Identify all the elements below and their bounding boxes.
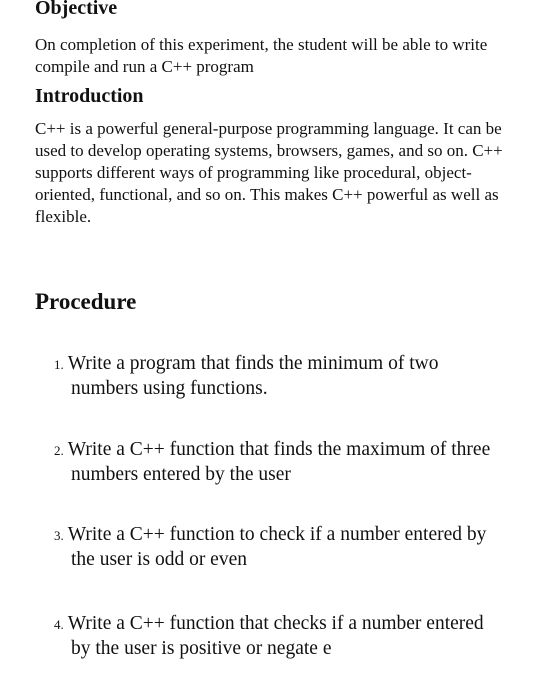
step-text-line2: the user is odd or even [71, 549, 247, 570]
objective-text: On completion of this experiment, the student will be able to write compile and run a C++ program [35, 35, 488, 76]
step-number: 3. [54, 528, 64, 543]
step-text-line2: numbers entered by the user [71, 464, 291, 485]
step-text-line1: Write a C++ function to check if a number entered by [67, 524, 487, 545]
step-number: 4. [54, 617, 64, 632]
objective-heading: Objective [35, 0, 118, 19]
step-text-line1: Write a C++ function that finds the maximum of three [67, 439, 491, 460]
procedure-step-1 [54, 352, 524, 401]
step-text-line1: Write a C++ function that checks if a number entered [67, 613, 484, 634]
procedure-heading: Procedure [35, 289, 137, 314]
step-number: 1. [54, 357, 64, 372]
step-text-line2: numbers using functions. [71, 378, 268, 399]
introduction-heading: Introduction [35, 85, 144, 107]
procedure-step-2 [54, 438, 524, 487]
step-text-line2: by the user is positive or negate e [71, 638, 332, 659]
step-text-line1: Write a program that finds the minimum of two [67, 353, 439, 374]
step-number: 2. [54, 443, 64, 458]
procedure-step-4 [54, 612, 524, 661]
introduction-text: C++ is a powerful general-purpose programming language. It can be used to develop operating systems, browsers, games, and so on. C++ supports different ways of programming like procedural, object-oriented, functional, and so on. This makes C++ powerful as well as flexible. [35, 119, 503, 226]
procedure-step-3 [54, 523, 524, 572]
